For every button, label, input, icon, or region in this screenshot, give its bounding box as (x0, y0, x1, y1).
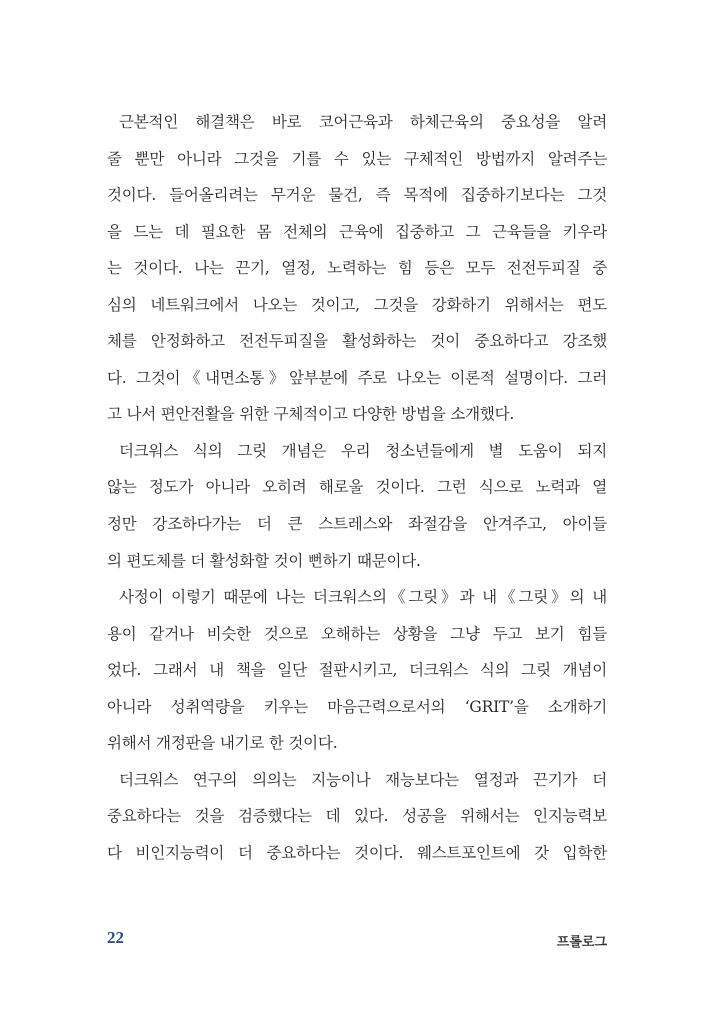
text-line: 을 드는 데 필요한 몸 전체의 근육에 집중하고 그 근육들을 키우라 (107, 222, 607, 241)
text-line: 용이 같거나 비슷한 것으로 오해하는 상황을 그냥 두고 보기 힘들 (107, 624, 607, 643)
text-line: 것이다. 들어올리려는 무거운 물건, 즉 목적에 집중하기보다는 그것 (107, 186, 607, 205)
text-line: 는 것이다. 나는 끈기, 열정, 노력하는 힘 등은 모두 전전두피질 중 (107, 259, 607, 278)
page-number: 22 (107, 928, 124, 947)
text-line: 다 비인지능력이 더 중요하다는 것이다. 웨스트포인트에 갓 입학한 (107, 843, 607, 862)
text-line: 체를 안정화하고 전전두피질을 활성화하는 것이 중요하다고 강조했 (107, 332, 607, 351)
text-line: 다. 그것이《내면소통》앞부분에 주로 나오는 이론적 설명이다. 그러 (107, 368, 607, 387)
text-line: 심의 네트워크에서 나오는 것이고, 그것을 강화하기 위해서는 편도 (107, 295, 607, 314)
text-line: 않는 정도가 아니라 오히려 해로울 것이다. 그런 식으로 노력과 열 (107, 478, 607, 497)
text-line: 아니라 성취역량을 키우는 마음근력으로서의 ‘GRIT’을 소개하기 (107, 697, 607, 716)
text-line: 줄 뿐만 아니라 그것을 기를 수 있는 구체적인 방법까지 알려주는 (107, 149, 607, 168)
text-line: 정만 강조하다가는 더 큰 스트레스와 좌절감을 안겨주고, 아이들 (107, 515, 607, 534)
text-line: 근본적인 해결책은 바로 코어근육과 하체근육의 중요성을 알려 (119, 113, 607, 131)
paragraph-2 (107, 433, 607, 579)
text-line: 중요하다는 것을 검증했다는 데 있다. 성공을 위해서는 인지능력보 (107, 807, 607, 826)
text-line: 더크워스 식의 그릿 개념은 우리 청소년들에게 별 도움이 되지 (119, 441, 607, 460)
section-title: 프롤로그 (556, 935, 607, 950)
paragraph-4 (107, 762, 607, 872)
paragraph-1 (107, 104, 607, 433)
text-line: 고 나서 편안전활을 위한 구체적이고 다양한 방법을 소개했다. (107, 405, 515, 424)
text-line: 의 편도체를 더 활성화할 것이 뻔하기 때문이다. (107, 551, 421, 570)
paragraph-3 (107, 579, 607, 762)
text-line: 었다. 그래서 내 책을 일단 절판시키고, 더크워스 식의 그릿 개념이 (107, 661, 607, 680)
body-text (107, 104, 607, 871)
text-line: 더크워스 연구의 의의는 지능이나 재능보다는 열정과 끈기가 더 (119, 770, 607, 789)
text-line: 사정이 이렇기 때문에 나는 더크워스의《그릿》과 내《그릿》의 내 (119, 588, 607, 607)
text-line: 위해서 개정판을 내기로 한 것이다. (107, 734, 338, 753)
